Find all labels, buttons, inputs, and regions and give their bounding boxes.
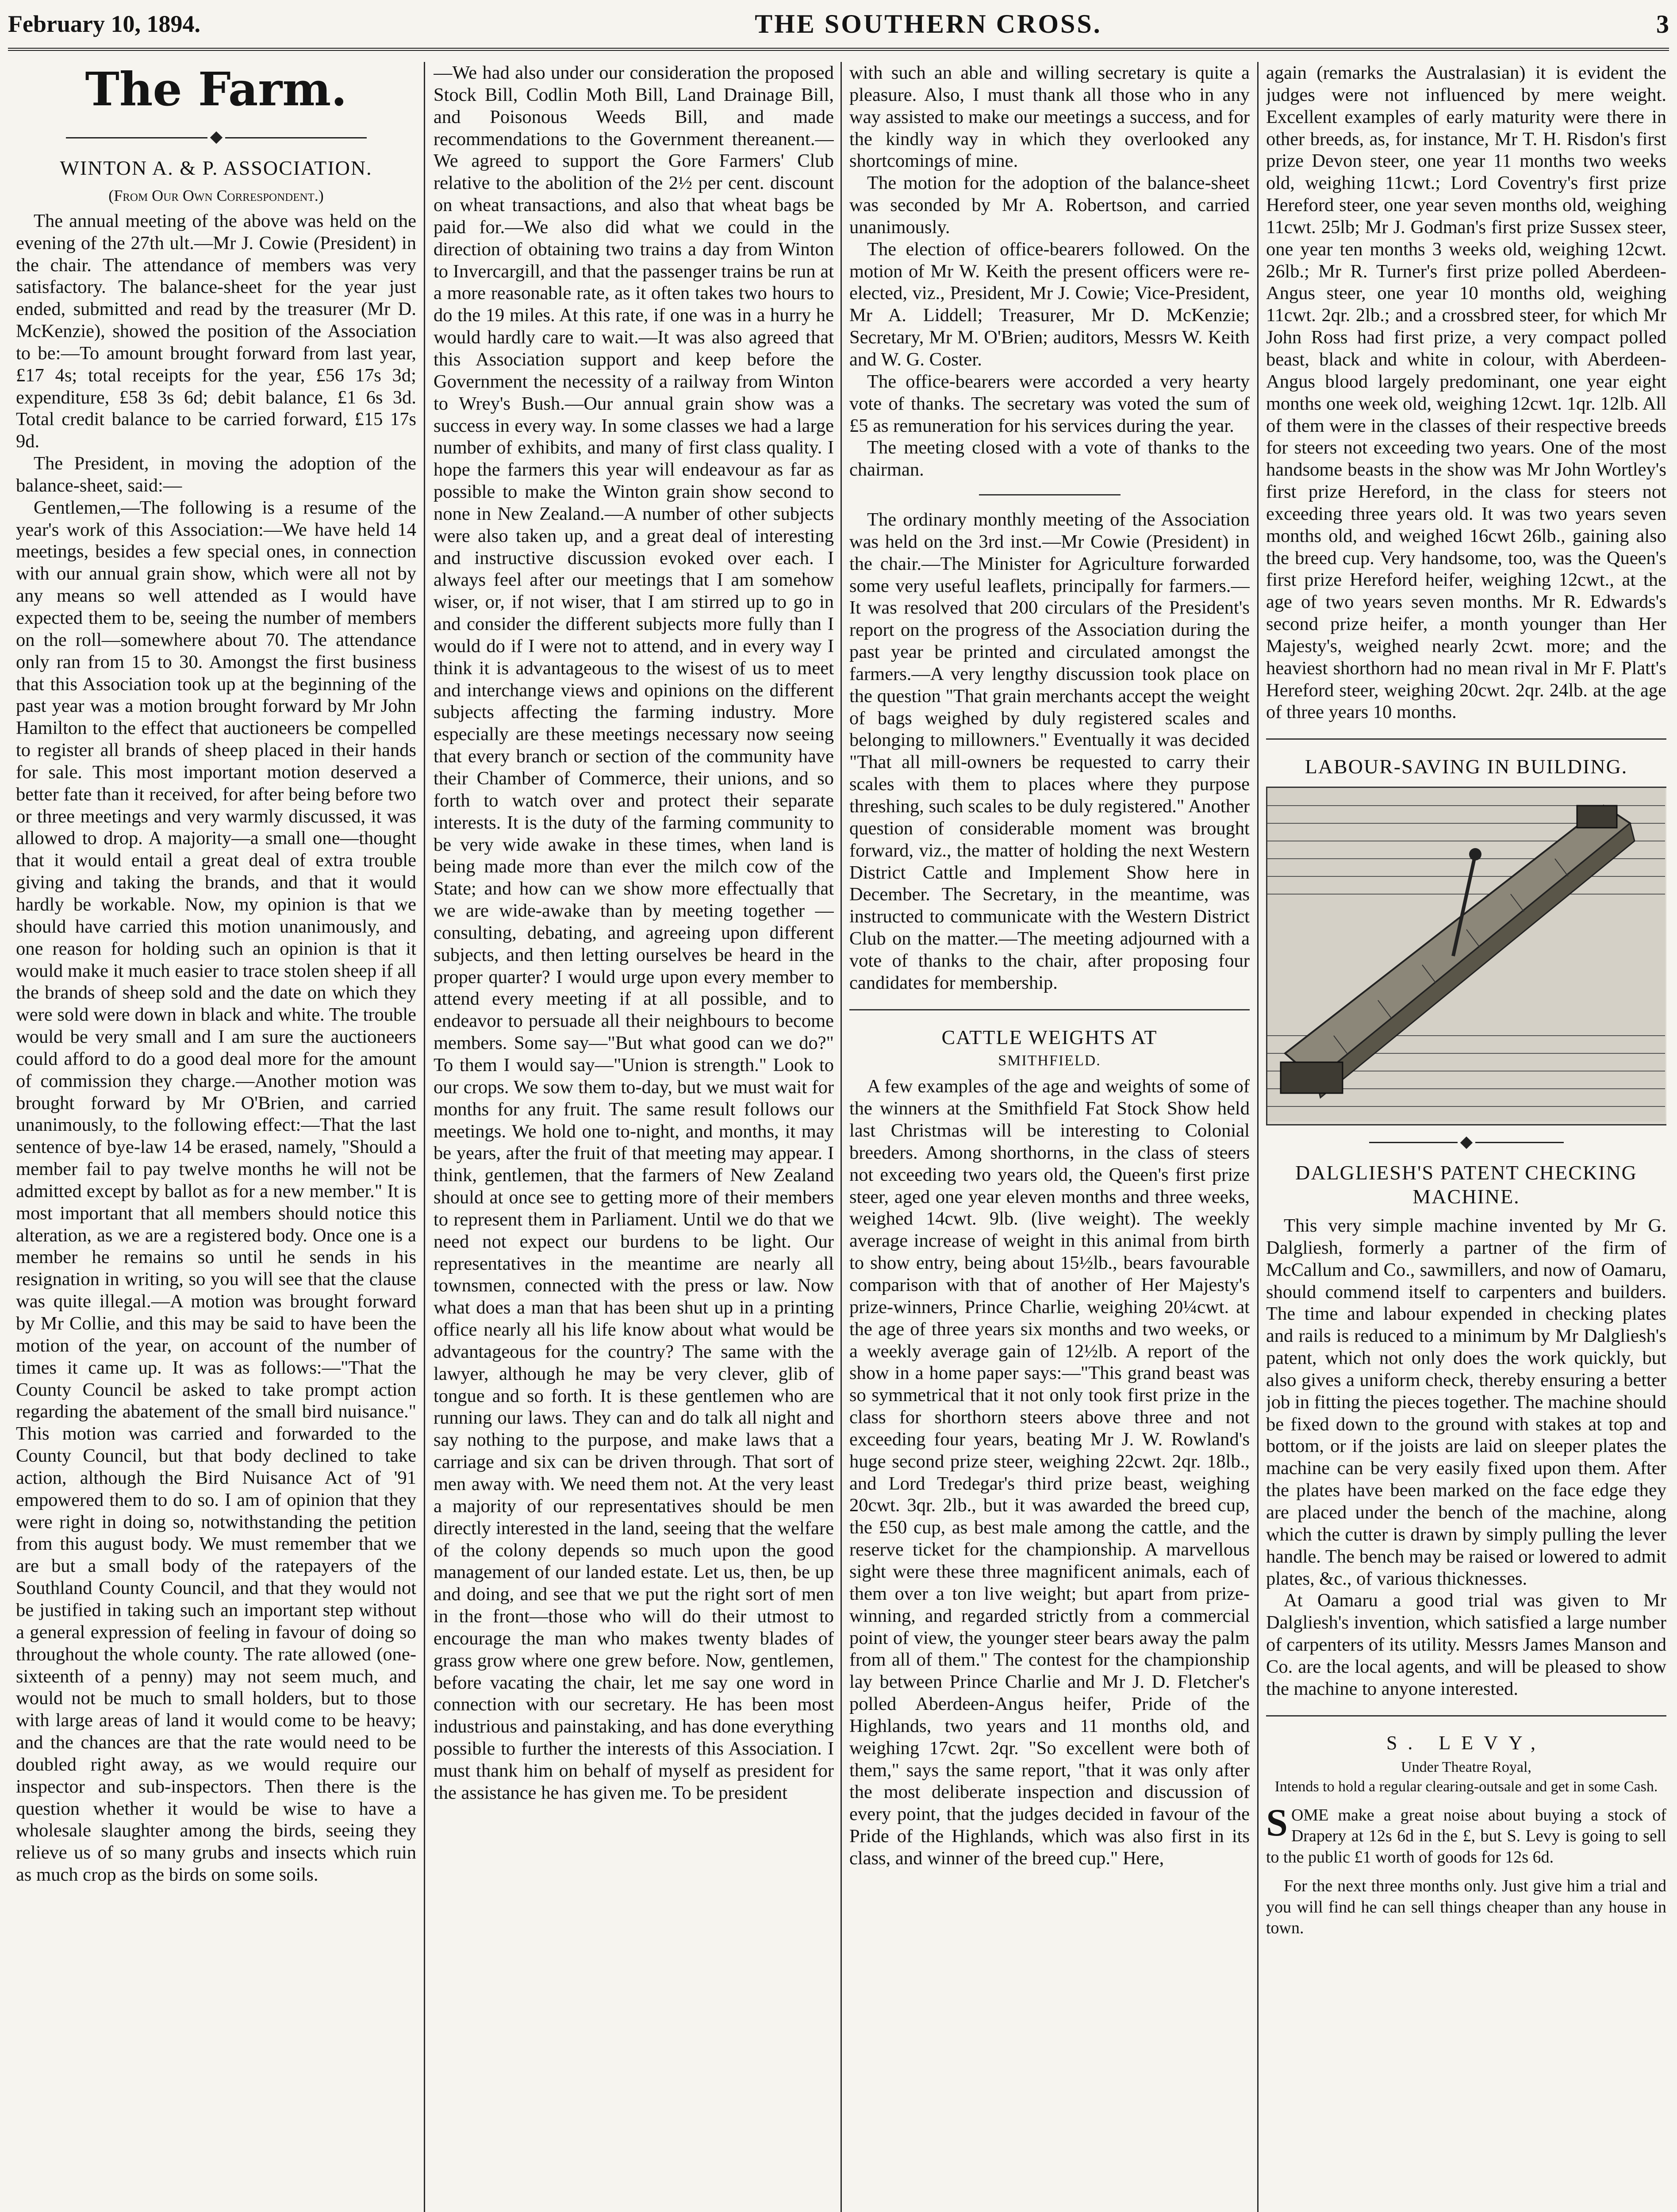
advert-name-levy: S. LEVY, (1386, 1732, 1547, 1754)
column-rule (424, 62, 425, 2212)
column-2 (434, 62, 834, 2212)
issue-date: February 10, 1894. (8, 11, 200, 37)
article-paragraph: The ordinary monthly meeting of the Association was held on the 3rd inst.—Mr Cowie (President) in the chair.—The Minister for Agriculture forwarded some very useful leaflets, principally for farmers.—It was resolved that 200 circulars of the President's report on the progress of the Association during the past year be printed and circulated amongst the farmers.—A very lengthy discussion took place on the question "That grain merchants accept the weight of bags weighed by duly registered scales and belonging to millowners." Eventually it was decided "That all mill-owners be requested to carry their scales with them to places where they purpose threshing, such scales to be duly registered." Another question of considerable moment was brought forward, viz., the matter of holding the next Western District Cattle and Implement Show here in December. The Secretary, in the meantime, was instructed to communicate with the Western District Club on the matter.—The meeting adjourned with a vote of thanks to the chair, after proposing four candidates for membership. (849, 509, 1250, 993)
article-paragraph: with such an able and willing secretary is quite a pleasure. Also, I must thank all those who in any way assisted to make our meetings a success, and for the kindly way in which they overlooked any shortcomings of mine. (849, 62, 1250, 172)
article-paragraph: This very simple machine invented by Mr G. Dalgliesh, formerly a partner of the firm of McCallum and Co., sawmillers, and now of Oamaru, should commend itself to carpenters and builders. The time and labour expended in checking plates and rails is reduced to a minimum by Mr Dalgliesh's patent, which not only does the work quickly, but also gives a uniform check, thereby ensuring a better job in fitting the pieces together. The machine should be fixed down to the ground with stakes at top and bottom, or if the joists are laid on sleeper plates the machine can be very easily fixed upon them. After the plates have been marked on the face edge they are placed under the bench of the machine, along which the cutter is drawn by simply pulling the lever handle. The bench may be raised or lowered to admit plates, &c., of various thicknesses. (1266, 1215, 1666, 1589)
checking-machine-engraving (1266, 787, 1666, 1125)
article-byline: (From Our Own Correspondent.) (108, 186, 324, 204)
section-divider (849, 1009, 1250, 1010)
article-paragraph: The motion for the adoption of the balance-sheet was seconded by Mr A. Robertson, and carried unanimously. (849, 173, 1250, 238)
advert-dropcap: S (1266, 1801, 1288, 1844)
advert-address: Under Theatre Royal, (1401, 1759, 1531, 1776)
article-subheading-smithfield: SMITHFIELD. (998, 1052, 1101, 1069)
article-paragraph: The President, in moving the adoption of the balance-sheet, said:— (16, 453, 416, 496)
article-heading-labour-saving: LABOUR-SAVING IN BUILDING. (1305, 755, 1628, 778)
column-rule (1257, 62, 1259, 2212)
article-paragraph: The annual meeting of the above was held on the evening of the 27th ult.—Mr J. Cowie (President) in the chair. The attendance of members was very satisfactory. The balance-sheet for the year just ended, submitted and read by the treasurer (Mr D. McKenzie), showed the position of the Association to be:—To amount brought forward from last year, £17 4s; total receipts for the year, £56 17s 3d; expenditure, £58 3s 6d; debit balance, £1 6s 3d. Total credit balance to be carried forward, £15 17s 9d. (16, 210, 416, 452)
article-paragraph: At Oamaru a good trial was given to Mr Dalgliesh's invention, which satisfied a large number of carpenters of its utility. Messrs James Manson and Co. are the local agents, and will be pleased to show the machine to anyone interested. (1266, 1590, 1666, 1699)
column-3 (849, 62, 1250, 2212)
article-paragraph: —We had also under our consideration the proposed Stock Bill, Codlin Moth Bill, Land Drainage Bill, and Poisonous Weeds Bill, and made recommendations to the Government thereanent.—We agreed to support the Gore Farmers' Club relative to the abolition of the 2½ per cent. discount on wheat transactions, and also that wheat bags be paid for.—We also did what we could in the direction of obtaining two trains a day from Winton to Invercargill, and that the passenger trains be run at a more reasonable rate, as it often takes two hours to do the 19 miles. At this rate, if one was in a hurry he would hardly care to wait.—It was also agreed that this Association support and keep before the Government the necessity of a railway from Winton to Wrey's Bush.—Our annual grain show was a success in every way. In some classes we had a large number of exhibits, and many of first class quality. I hope the farmers this year will endeavour as far as possible to make the Winton grain show second to none in New Zealand.—A number of other subjects were also taken up, and a great deal of interesting and instructive discussion evoked over each. I always feel after our meetings that I am somehow wiser, or, if not wiser, that I am stirred up to go in and consider the different subjects more fully than I would do if I were not to attend, and in every way I think it is advantageous to the wisest of us to meet and interchange views and opinions on the different subjects affecting the farming industry. More especially are these meetings necessary now seeing that every branch or section of the community have their Chamber of Commerce, their unions, and so forth to watch over and protect their separate interests. It is the duty of the farming community to be very wide awake in these times, when land is being made more than ever the milch cow of the State; and how can we show more effectually that we are wide-awake than by meeting together — consulting, debating, and agreeing upon different subjects, and then letting ourselves be heard in the proper quarter? I would urge upon every member to attend every meeting if at all possible, and to endeavor to persuade all their neighbours to become members. Some say—"But what good can we do?" To them I would say—"Union is strength." Look to our crops. We sow them to-day, but we must wait for months for any fruit. The same result follows our meetings. We hold one to-night, and months, it may be years, after the fruit of that meeting may appear. I think, gentlemen, that the farmers of New Zealand should at once see to getting more of their members to represent them in Parliament. Until we do that we need not expect our burdens to be light. Our representatives in the meantime are nearly all townsmen, connected with the press or law. Now what does a man that has been shut up in a printing office nearly all his life know about what would be advantageous for the country? The same with the lawyer, although he may be very clever, glib of tongue and so forth. It is these gentlemen who are running our laws. They can and do talk all night and say nothing to the purpose, and make laws that a carriage and six can be driven through. That sort of men away with. We need them not. At the very least a majority of our representatives should be men directly interested in the land, seeing that the welfare of the colony depends so much upon the good management of our landed estate. Let us, then, be up and doing, and see that we put the right sort of men in the front—those who will do their utmost to encourage the man who makes twenty blades of grass grow where one grew before. Now, gentlemen, before vacating the chair, let me say one word in connection with our secretary. He has been most industrious and painstaking, and has done everything possible to further the interests of this Association. I must thank him on behalf of myself as president for the assistance he has given me. To be president (434, 62, 834, 1803)
advert-body-text: OME make a great noise about buying a stock of Drapery at 12s 6d in the £, but S. Levy is going to sell to the public £1 worth of goods for 12s 6d. (1266, 1805, 1666, 1866)
ornament-divider (1266, 1130, 1666, 1152)
newspaper-title: THE SOUTHERN CROSS. (755, 9, 1102, 38)
machine-illustration-icon (1267, 788, 1665, 1121)
article-paragraph: The election of office-bearers followed. On the motion of Mr W. Keith the present officers were re-elected, viz., President, Mr J. Cowie; Vice-President, Mr A. Liddell; Treasurer, Mr D. McKenzie; Secretary, Mr M. O'Brien; auditors, Messrs W. Keith and W. G. Coster. (849, 238, 1250, 370)
ornament-divider (16, 125, 416, 147)
article-heading-cattle: CATTLE WEIGHTS AT (941, 1025, 1158, 1048)
advert-body (1266, 1801, 1666, 1868)
article-heading-checking-machine: DALGLIESH'S PATENT CHECKING MACHINE. (1295, 1161, 1637, 1208)
article-paragraph: A few examples of the age and weights of some of the winners at the Smithfield Fat Stock Show held last Christmas will be interesting to Colonial breeders. Among shorthorns, in the class of steers not exceeding two years old, the Queen's first prize steer, aged one year eleven months and three weeks, weighed 14cwt. 9lb. (live weight). The weekly average increase of weight in this animal from birth to show entry, being about 15½lb., bears favourable comparison with that of another of Her Majesty's prize-winners, Prince Charlie, weighing 20¼cwt. at the age of three years six months and two weeks, or a weekly average gain of 12½lb. A report of the show in a home paper says:—"This grand beast was so symmetrical that it not only took first prize in the class for shorthorn steers above three and not exceeding four years, beating Mr J. W. Rowland's huge second prize steer, weighing 22cwt. 2qr. 18lb., and Lord Tredegar's third prize beast, weighing 20cwt. 3qr. 2lb., but it was awarded the breed cup, the £50 cup, as best male among the cattle, and the reserve ticket for the championship. A marvellous sight were these three magnificent animals, each of them over a ton live weight; but apart from prize-winning, and regarded strictly from a commercial point of view, the younger steer bears away the palm from all of them." The contest for the championship lay between Prince Charlie and Mr J. D. Fletcher's polled Aberdeen-Angus heifer, Pride of the Highlands, two years and 11 months old, and weighing 17cwt. 2qr. "So excellent were both of them," says the same report, "that it was only after the most deliberate inspection and discussion of every point, that the judges decided in favour of the Pride of the Highlands, which was also first in its class, and winner of the breed cup." Here, (849, 1076, 1250, 1869)
column-rule (840, 62, 842, 2212)
section-title: The Farm. (85, 62, 347, 116)
header-rule (8, 48, 1669, 51)
page-number: 3 (1656, 9, 1669, 38)
article-paragraph: again (remarks the Australasian) it is evident the judges were not influenced by mere weight. Excellent examples of early maturity were there in other breeds, as, for instance, Mr T. H. Risdon's first prize Devon steer, one year 11 months two weeks old, weighing 11cwt.; Lord Coventry's first prize Hereford steer, one year seven months old, weighing 11cwt. 25lb; Mr J. Godman's first prize Sussex steer, one year ten months 3 weeks old, weighing 12cwt. 26lb.; Mr R. Turner's first prize polled Aberdeen-Angus steer, one year 10 months old, weighing 11cwt. 2qr. 2lb.; and a crossbred steer, for which Mr John Ross had first prize, a very compact polled beast, black and white in colour, with Aberdeen-Angus blood largely predominant, one year eight months one week old, weighing 12cwt. 1qr. 12lb. All of them were in the classes of their respective breeds for steers not exceeding two years. One of the most handsome beasts in the show was Mr John Wortley's first prize Hereford, in the class for steers not exceeding three years old. It was two years seven months old, and weighed 16cwt 26lb., gaining also the breed cup. Very handsome, too, was the Queen's first prize Hereford heifer, weighing 12cwt., at the age of two years seven months. Mr R. Edwards's second prize heifer, a month younger than Her Majesty's, weighed nearly 2cwt. more; and the heaviest shorthorn had no mean rival in Mr F. Platt's Hereford steer, weighing 20cwt. 2qr. 24lb. at the age of three years 10 months. (1266, 62, 1666, 723)
article-paragraph: Gentlemen,—The following is a resume of the year's work of this Association:—We have held 14 meetings, besides a few special ones, in connection with our annual grain show, which were all not by any means so well attended as I would have expected them to be, seeing the number of members on the roll—somewhere about 70. The attendance only ran from 15 to 30. Amongst the first business that this Association took up at the beginning of the past year was a motion brought forward by Mr John Hamilton to the effect that auctioneers be compelled to register all brands of sheep placed in their hands for sale. This most important motion deserved a better fate than it received, for after being before two or three meetings and very warmly discussed, it was allowed to drop. A majority—a small one—thought that it would entail a great deal of extra trouble giving and taking the brands, and that it would hardly be workable. Now, my opinion is that we should have carried this motion unanimously, and one reason for holding such an opinion is that it would make it much easier to trace stolen sheep if all the brands of sheep sold and the date on which they were sold were down in black and white. The trouble would be very small and I am sure the auctioneers could afford to do a good deal more for the amount of commission they charge.—Another motion was brought forward by Mr O'Brien, and carried unanimously, to the following effect:—That the last sentence of bye-law 14 be erased, namely, "Should a member fail to pay twelve months he will not be admitted except by ballot as for a new member." It is most important that all members should notice this alteration, as we are a registered body. Once one is a member he remains so until he sends in his resignation in writing, so you will see that the clause was quite illegal.—A motion was brought forward by Mr Collie, and this may be said to have been the motion of the year, on account of the number of times it came up. It was as follows:—"That the County Council be asked to take prompt action regarding the abatement of the small bird nuisance." This motion was carried and forwarded to the County Council, but that body declined to take action, although the Bird Nuisance Act of '91 empowered them to do so. I am of opinion that they were right in doing so, notwithstanding the petition from this august body. We must remember that we are but a small body of the ratepayers of the Southland County Council, and that they would not be justified in taking such an important step without a general expression of feeling in favour of doing so throughout the whole county. The rate allowed (one-sixteenth of a penny) may not seem much, and would not be much to small holders, but to those with large areas of land it would come to be heavy; and the chances are that the rate would need to be doubled right away, as we would require our inspector and sub-inspectors. Then there is the question whether it would be wise to have a wholesale slaughter among the birds, seeing they relieve us of so many grubs and insects which ruin as much crop as the birds on some soils. (16, 497, 416, 1886)
advert-intent: Intends to hold a regular clearing-outsale and get in some Cash. (1274, 1778, 1658, 1795)
column-4 (1266, 62, 1666, 2212)
article-heading-winton: WINTON A. & P. ASSOCIATION. (60, 156, 372, 179)
column-1 (16, 62, 416, 2212)
advert-body-2: For the next three months only. Just give him a trial and you will find he can sell things cheaper than any house in town. (1266, 1877, 1666, 1938)
article-paragraph: The office-bearers were accorded a very hearty vote of thanks. The secretary was voted the sum of £5 as remuneration for his services during the year. (849, 371, 1250, 436)
section-divider (1266, 738, 1666, 740)
section-divider (1266, 1715, 1666, 1717)
section-divider (979, 494, 1121, 495)
article-paragraph: The meeting closed with a vote of thanks to the chairman. (849, 437, 1250, 480)
running-head (8, 2, 1669, 46)
